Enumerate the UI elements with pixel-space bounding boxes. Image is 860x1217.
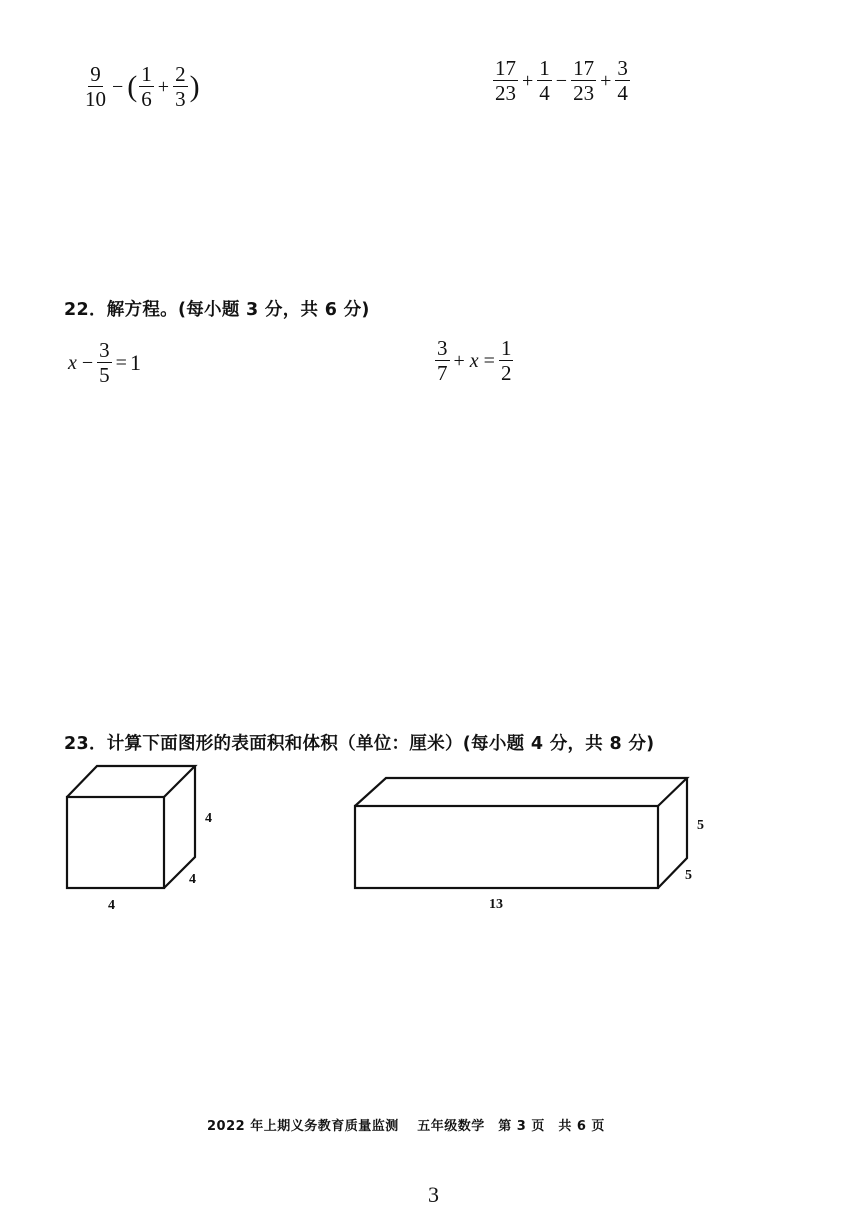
fraction: $\frac{3}{5}$ <box>99 338 110 387</box>
fraction: $\frac{17}{23}$ <box>573 56 595 105</box>
fraction: $\frac{3}{7}$ <box>437 336 448 385</box>
equation-2: $\frac{3}{7}$ + x = $\frac{1}{2}$ <box>437 336 512 385</box>
cube-front-face <box>67 797 164 888</box>
equation-1: x − $\frac{3}{5}$ = 1 <box>68 338 141 387</box>
cuboid-front-face <box>355 806 658 888</box>
cuboid-length-label: 13 <box>489 897 503 912</box>
cube-width-label: 4 <box>108 898 115 913</box>
cube-depth-label: 4 <box>189 872 196 887</box>
fraction: $\frac{1}{2}$ <box>500 336 512 385</box>
fraction: $\frac{3}{4}$ <box>617 56 628 105</box>
cuboid-depth-label: 5 <box>685 868 692 883</box>
cube-height-label: 4 <box>205 811 212 826</box>
cuboid-figure <box>355 778 687 888</box>
page-number: 3 <box>428 1182 439 1207</box>
calc-expression-1: $\frac{9}{10}$ − ( $\frac{1}{6}$ + $\frac{2}{3}$ ) <box>85 62 200 111</box>
cuboid-side-face <box>658 778 687 888</box>
cube-side-face <box>164 766 195 888</box>
calc-expression-2: $\frac{17}{23}$ + $\frac{1}{4}$ − $\frac{17}{23}$ + $\frac{3}{4}$ <box>495 56 628 105</box>
question-22-title: 22．解方程。(每小题 3 分，共 6 分) <box>64 300 370 320</box>
fraction: $\frac{17}{23}$ <box>495 56 516 105</box>
cube-figure <box>67 766 195 888</box>
cube-top-face <box>67 766 195 797</box>
cuboid-top-face <box>355 778 687 806</box>
fraction: $\frac{1}{6}$ <box>141 62 152 111</box>
fraction: $\frac{2}{3}$ <box>175 62 186 111</box>
question-23-title: 23．计算下面图形的表面积和体积（单位：厘米）(每小题 4 分，共 8 分) <box>64 734 655 754</box>
fraction: $\frac{9}{10}$ <box>85 62 106 111</box>
cuboid-height-label: 5 <box>697 818 704 833</box>
page-footer: 2022 年上期义务教育质量监测 五年级数学 第 3 页 共 6 页 <box>207 1119 605 1134</box>
fraction: $\frac{1}{4}$ <box>539 56 550 105</box>
